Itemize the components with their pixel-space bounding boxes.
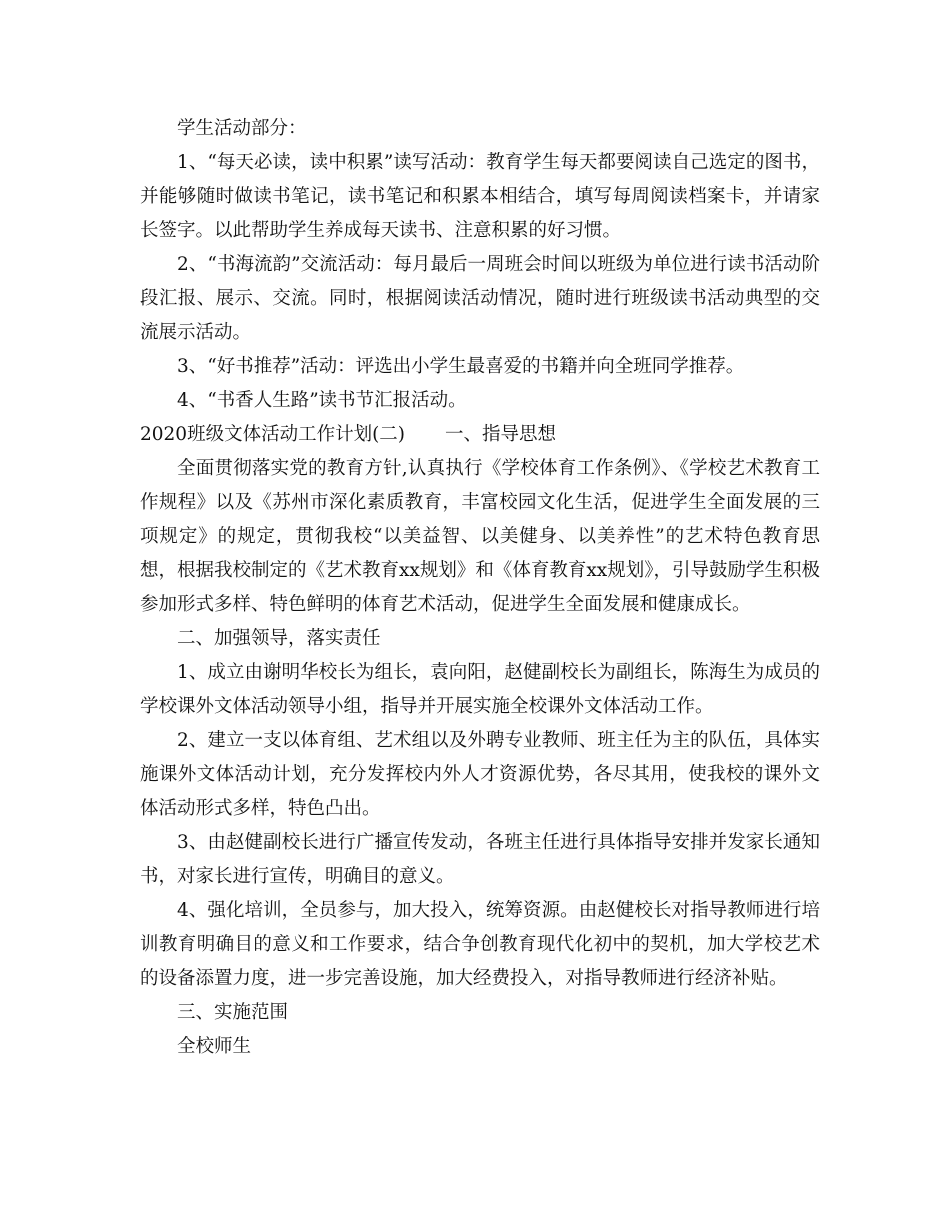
student-activities-title: 学生活动部分： — [177, 118, 307, 139]
scope-heading: 三、实施范围 — [177, 1002, 289, 1023]
scope-body: 全校师生 — [177, 1036, 252, 1057]
document-body — [140, 112, 820, 1064]
guiding-heading: 一、指导思想 — [445, 424, 557, 445]
leadership-heading: 二、加强领导，落实责任 — [177, 628, 381, 649]
plan-title-line — [140, 418, 820, 452]
guiding-body: 全面贯彻落实党的教育方针,认真执行《学校体育工作条例》、《学校艺术教育工作规程》以及《苏州市深化素质教育，丰富校园文化生活，促进学生全面发展的三项规定》的规定，贯彻我校“以美益智、以美健身、以美养性”的艺术特色教育思想，根据我校制定的《艺术教育xx规划》和《体育教育xx规划》，引导鼓励学生积极参加形式多样、特色鲜明的体育艺术活动，促进学生全面发展和健康成长。 — [140, 458, 820, 615]
leadership-item-2: 2、建立一支以体育组、艺术组以及外聘专业教师、班主任为主的队伍，具体实施课外文体活动计划，充分发挥校内外人才资源优势，各尽其用，使我校的课外文体活动形式多样，特色凸出。 — [140, 730, 820, 819]
activity-item-3: 3、“好书推荐”活动：评选出小学生最喜爱的书籍并向全班同学推荐。 — [177, 356, 745, 377]
activity-item-2: 2、“书海流韵”交流活动：每月最后一周班会时间以班级为单位进行读书活动阶段汇报、展示、交流。同时，根据阅读活动情况，随时进行班级读书活动典型的交流展示活动。 — [140, 254, 820, 343]
plan-title: 2020班级文体活动工作计划(二) — [140, 424, 406, 445]
leadership-item-1: 1、成立由谢明华校长为组长，袁向阳，赵健副校长为副组长，陈海生为成员的学校课外文体活动领导小组，指导并开展实施全校课外文体活动工作。 — [140, 662, 820, 717]
activity-item-1: 1、“每天必读，读中积累”读写活动：教育学生每天都要阅读自己选定的图书，并能够随时做读书笔记，读书笔记和积累本相结合，填写每周阅读档案卡，并请家长签字。以此帮助学生养成每天读书、注意积累的好习惯。 — [140, 152, 820, 241]
leadership-item-4: 4、强化培训，全员参与，加大投入，统筹资源。由赵健校长对指导教师进行培训教育明确目的意义和工作要求，结合争创教育现代化初中的契机，加大学校艺术的设备添置力度，进一步完善设施，加大经费投入，对指导教师进行经济补贴。 — [140, 900, 820, 989]
leadership-item-3: 3、由赵健副校长进行广播宣传发动，各班主任进行具体指导安排并发家长通知书，对家长进行宣传，明确目的意义。 — [140, 832, 820, 887]
activity-item-4: 4、“书香人生路”读书节汇报活动。 — [177, 390, 467, 411]
